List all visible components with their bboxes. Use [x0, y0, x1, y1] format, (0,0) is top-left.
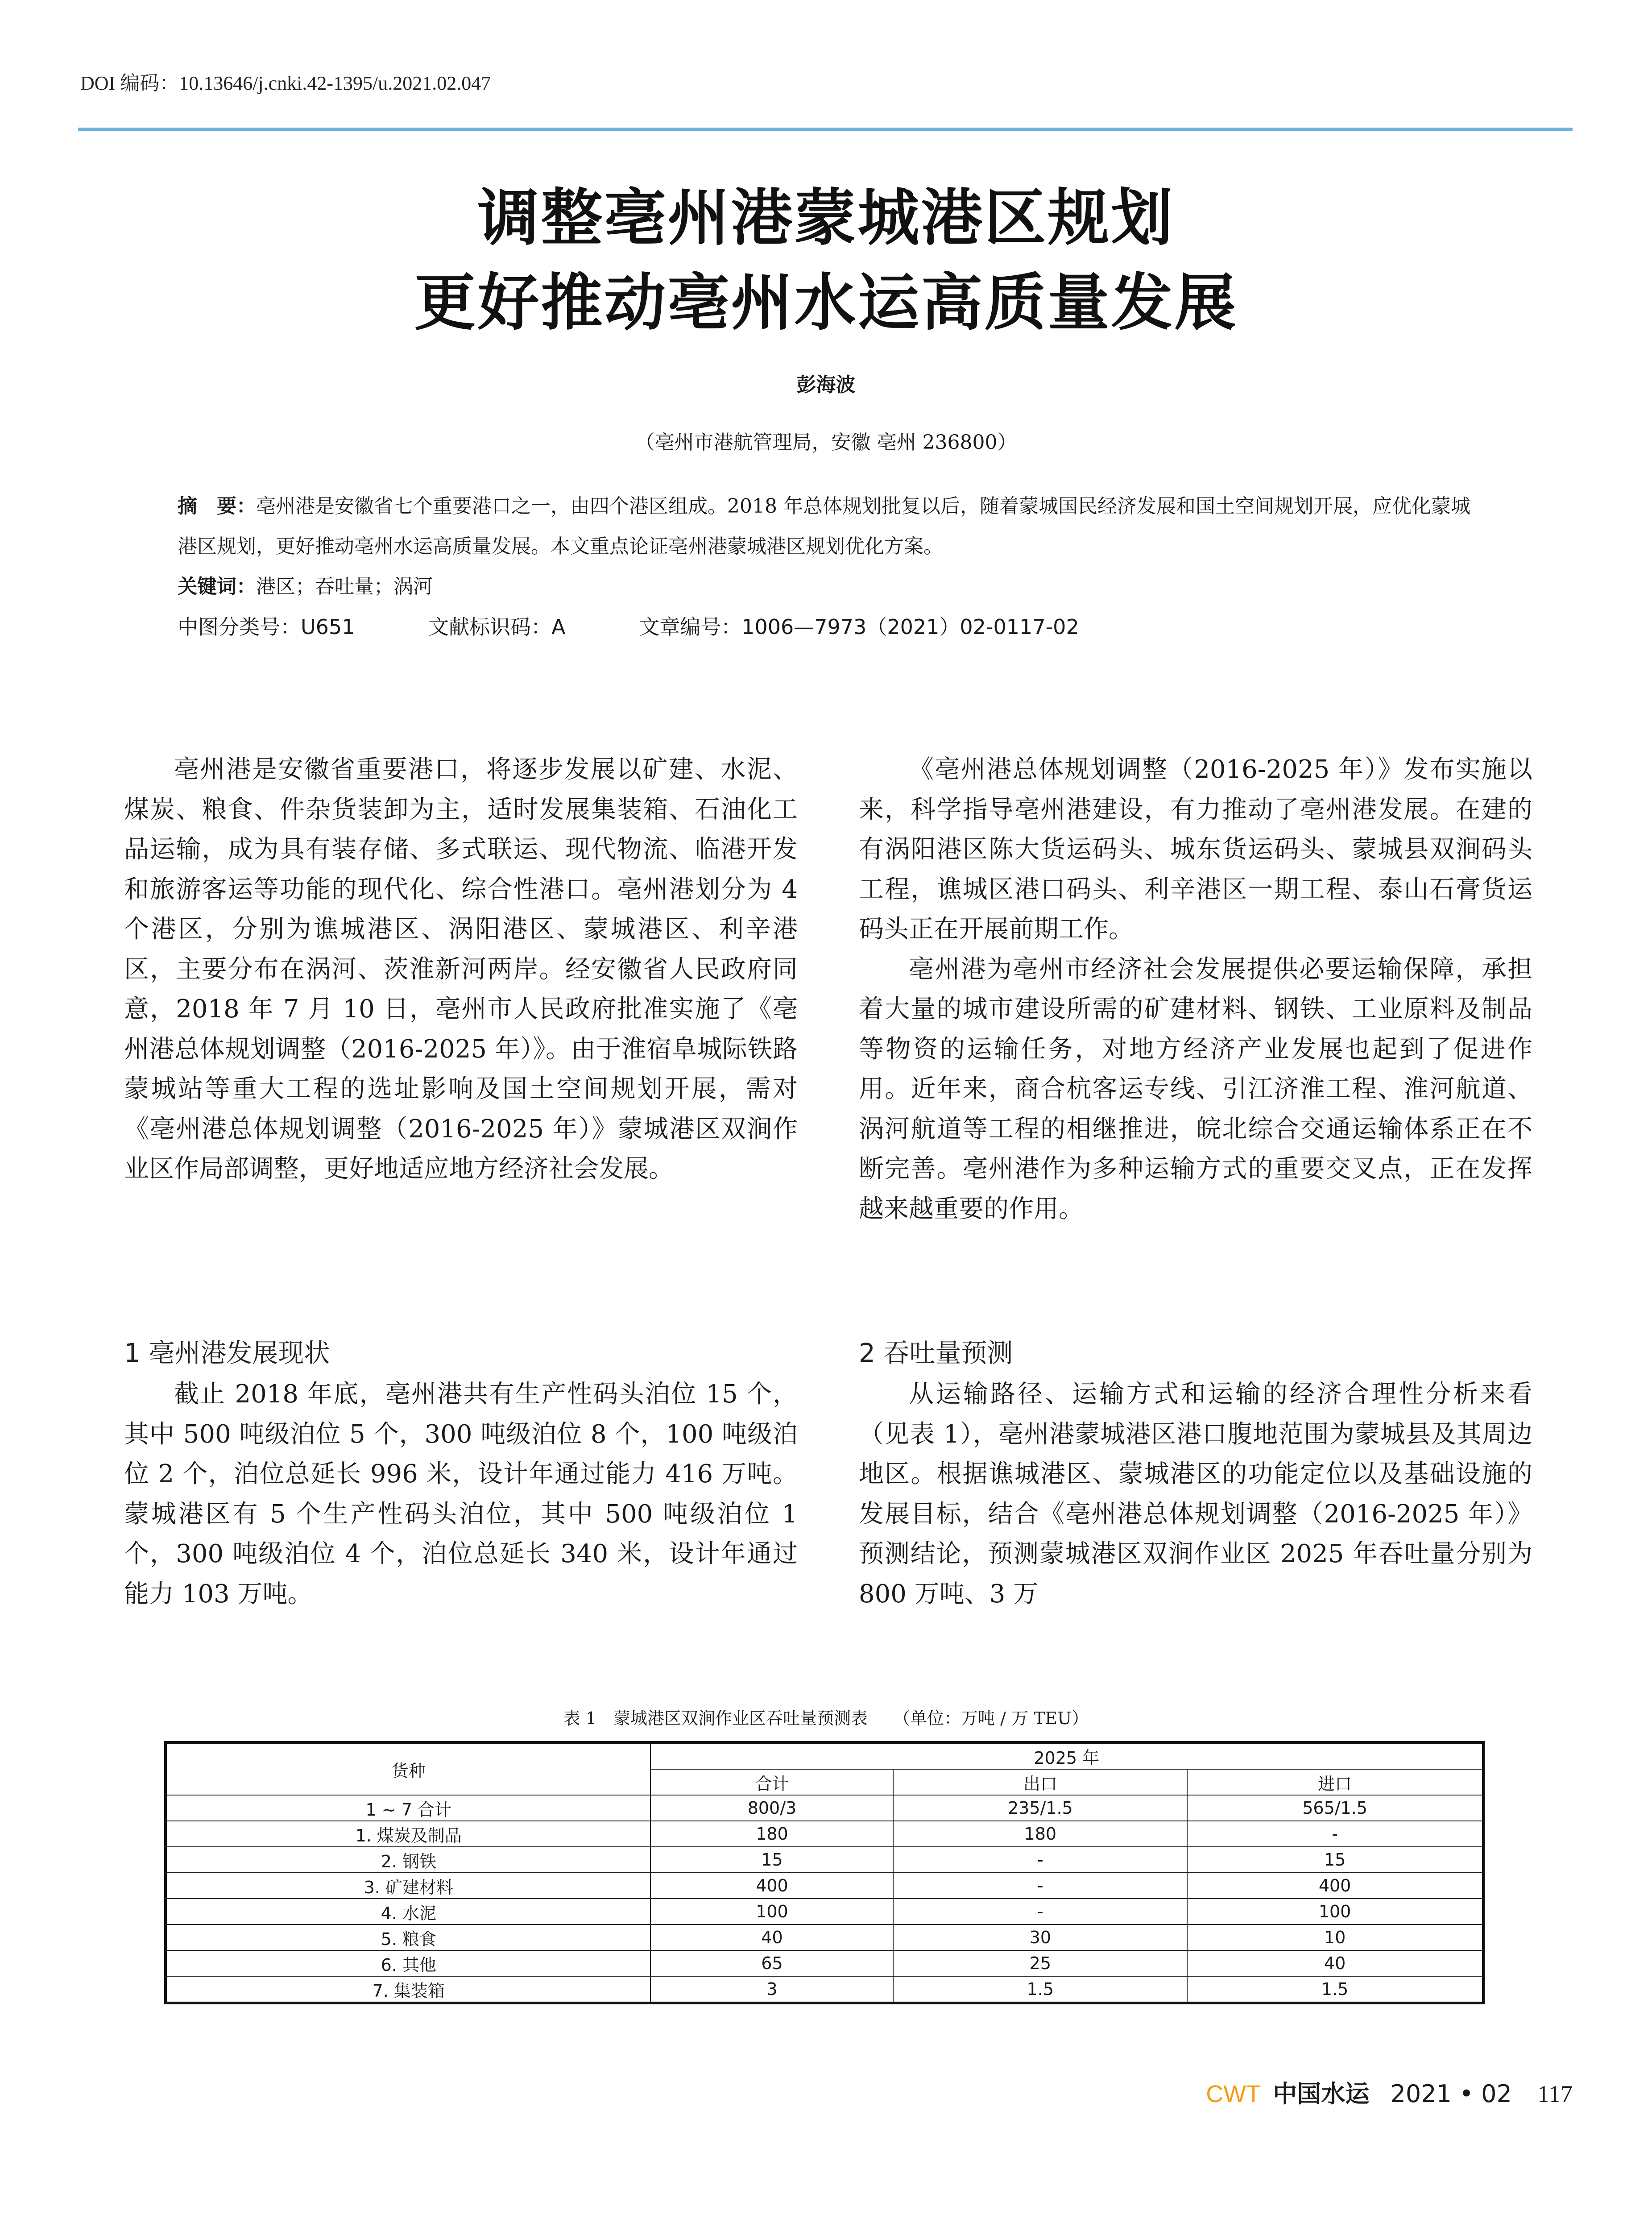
- intro-paragraph: 亳州港是安徽省重要港口，将逐步发展以矿建、水泥、煤炭、粮食、件杂货装卸为主，适时发展集装箱、石油化工品运输，成为具有装存储、多式联运、现代物流、临港开发和旅游客运等功能的现代化、综合性港口。亳州港划分为 4 个港区，分别为谯城港区、涡阳港区、蒙城港区、利辛港区，主要分布在涡河、茨淮新河两岸。经安徽省人民政府同意，2018 年 7 月 10 日，亳州市人民政府批准实施了《亳州港总体规划调整（2016-2025 年）》。由于淮宿阜城际铁路蒙城站等重大工程的选址影响及国土空间规划开展，需对《亳州港总体规划调整（2016-2025 年）》蒙城港区双涧作业区作局部调整，更好地适应地方经济社会发展。: [124, 755, 798, 1183]
- section-2-paragraph: 从运输路径、运输方式和运输的经济合理性分析来看（见表 1），亳州港蒙城港区港口腹地范围为蒙城县及其周边地区。根据谯城港区、蒙城港区的功能定位以及基础设施的发展目标，结合《亳州港总体规划调整（2016-2025 年）》预测结论，预测蒙城港区双涧作业区 2025 年吞吐量分别为 800 万吨、3 万: [859, 1380, 1532, 1609]
- table-cell-out: -: [893, 1873, 1187, 1899]
- author-name: 彭海波: [796, 373, 856, 396]
- header-export: 出口: [893, 1769, 1187, 1795]
- table-cell-in: 10: [1187, 1924, 1483, 1950]
- classification-line: [178, 607, 1489, 647]
- section-2-heading: 2 吞吐量预测: [859, 1338, 1013, 1368]
- table-cell-total: 65: [650, 1950, 893, 1976]
- keywords-text: 港区；吞吐量；涡河: [256, 575, 433, 598]
- table-cell-total: 3: [650, 1976, 893, 2003]
- table-cell-out: -: [893, 1899, 1187, 1924]
- table-row: [166, 1950, 1483, 1976]
- table-cell-name: 4. 水泥: [166, 1899, 650, 1924]
- table-row: [166, 1899, 1483, 1924]
- table-cell-out: 1.5: [893, 1976, 1187, 2003]
- table-cell-name: 1. 煤炭及制品: [166, 1821, 650, 1847]
- document-code: 文献标识码：A: [428, 615, 566, 639]
- table-cell-total: 15: [650, 1847, 893, 1873]
- table-caption: 表 1 蒙城港区双涧作业区吞吐量预测表 （单位：万吨 / 万 TEU）: [563, 1708, 1089, 1728]
- table-cell-name: 7. 集装箱: [166, 1976, 650, 2003]
- table-cell-out: 180: [893, 1821, 1187, 1847]
- table-cell-in: 1.5: [1187, 1976, 1483, 2003]
- left-column-intro: [124, 750, 798, 1189]
- table-cell-name: 5. 粮食: [166, 1924, 650, 1950]
- table-row: [166, 1924, 1483, 1950]
- abstract: [178, 486, 1489, 567]
- header-year: 2025 年: [650, 1742, 1483, 1769]
- section-1-paragraph: 截止 2018 年底，亳州港共有生产性码头泊位 15 个，其中 500 吨级泊位 5 个，300 吨级泊位 8 个，100 吨级泊位 2 个，泊位总延长 996 米，设计年通过能力 416 万吨。蒙城港区有 5 个生产性码头泊位，其中 500 吨级泊位 1 个，300 吨级泊位 4 个，泊位总延长 340 米，设计年通过能力 103 万吨。: [124, 1380, 798, 1609]
- header-cargo: 货种: [166, 1742, 650, 1795]
- page-number: 117: [1537, 2081, 1573, 2107]
- table-cell-out: -: [893, 1847, 1187, 1873]
- abstract-label: 摘 要：: [178, 495, 256, 518]
- table-row: [166, 1976, 1483, 2003]
- table-cell-name: 6. 其他: [166, 1950, 650, 1976]
- section-1-body: [124, 1374, 798, 1614]
- page-footer: [1206, 2075, 1573, 2109]
- article-number: 文章编号：1006—7973（2021）02-0117-02: [639, 615, 1079, 639]
- intro-paragraph-right-2: 亳州港为亳州市经济社会发展提供必要运输保障，承担着大量的城市建设所需的矿建材料、钢铁、工业原料及制品等物资的运输任务，对地方经济产业发展也起到了促进作用。近年来，商合杭客运专线、引江济淮工程、淮河航道、涡河航道等工程的相继推进，皖北综合交通运输体系正在不断完善。亳州港作为多种运输方式的重要交叉点，正在发挥越来越重要的作用。: [859, 954, 1532, 1223]
- issue-number: 2021 • 02: [1390, 2080, 1512, 2108]
- clc-number: 中图分类号：U651: [178, 615, 355, 639]
- table-cell-out: 25: [893, 1950, 1187, 1976]
- header-rule: [78, 128, 1573, 131]
- table-cell-total: 400: [650, 1873, 893, 1899]
- keywords-label: 关键词：: [178, 575, 256, 598]
- section-1-heading: 1 亳州港发展现状: [124, 1338, 330, 1368]
- author-affiliation: （亳州市港航管理局，安徽 亳州 236800）: [635, 431, 1017, 454]
- right-column-intro: [859, 750, 1532, 1229]
- table-cell-name: 1 ~ 7 合计: [166, 1795, 650, 1821]
- table-row: [166, 1795, 1483, 1821]
- table-cell-in: -: [1187, 1821, 1483, 1847]
- article-title-line-1: 调整亳州港蒙城港区规划: [477, 182, 1175, 254]
- table-cell-in: 400: [1187, 1873, 1483, 1899]
- table-cell-total: 800/3: [650, 1795, 893, 1821]
- table-cell-name: 2. 钢铁: [166, 1847, 650, 1873]
- journal-name: 中国水运: [1273, 2079, 1370, 2108]
- table-cell-name: 3. 矿建材料: [166, 1873, 650, 1899]
- table-cell-total: 100: [650, 1899, 893, 1924]
- table-cell-out: 235/1.5: [893, 1795, 1187, 1821]
- journal-logo: CWT: [1206, 2081, 1261, 2107]
- table-row: [166, 1821, 1483, 1847]
- table-row: [166, 1873, 1483, 1899]
- table-header-row: [166, 1742, 1483, 1769]
- table-cell-total: 40: [650, 1924, 893, 1950]
- doi-line: DOI 编码：10.13646/j.cnki.42-1395/u.2021.02.047: [80, 72, 491, 94]
- throughput-forecast-table: [164, 1741, 1485, 2004]
- table-cell-total: 180: [650, 1821, 893, 1847]
- header-import: 进口: [1187, 1769, 1483, 1795]
- article-title-line-2: 更好推动亳州水运高质量发展: [414, 267, 1238, 339]
- table-row: [166, 1847, 1483, 1873]
- table-cell-in: 565/1.5: [1187, 1795, 1483, 1821]
- abstract-text: 亳州港是安徽省七个重要港口之一，由四个港区组成。2018 年总体规划批复以后，随着蒙城国民经济发展和国土空间规划开展，应优化蒙城港区规划，更好推动亳州水运高质量发展。本文重点论证亳州港蒙城港区规划优化方案。: [178, 495, 1470, 558]
- intro-paragraph-right-1: 《亳州港总体规划调整（2016-2025 年）》发布实施以来，科学指导亳州港建设，有力推动了亳州港发展。在建的有涡阳港区陈大货运码头、城东货运码头、蒙城县双涧码头工程，谯城区港口码头、利辛港区一期工程、泰山石膏货运码头正在开展前期工作。: [859, 755, 1532, 944]
- table-cell-in: 15: [1187, 1847, 1483, 1873]
- keywords: [178, 567, 1489, 607]
- table-cell-in: 40: [1187, 1950, 1483, 1976]
- table-cell-in: 100: [1187, 1899, 1483, 1924]
- section-2-body: [859, 1374, 1532, 1614]
- header-total: 合计: [650, 1769, 893, 1795]
- table-cell-out: 30: [893, 1924, 1187, 1950]
